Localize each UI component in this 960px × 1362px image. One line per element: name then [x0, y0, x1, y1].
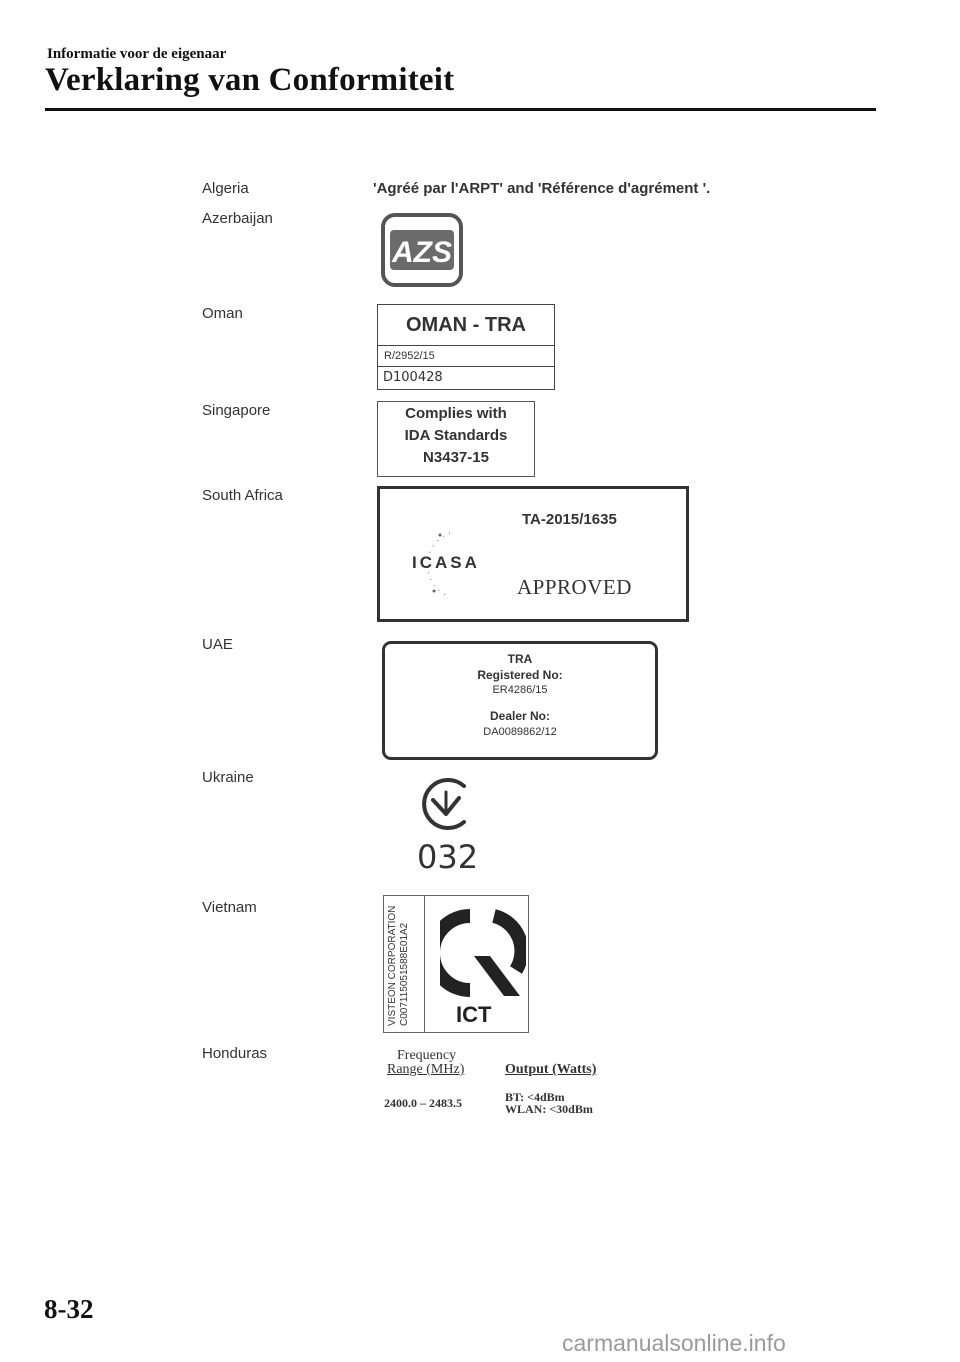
icasa-approval-label — [377, 486, 689, 622]
country-label-azerbaijan: Azerbaijan — [202, 210, 273, 227]
watermark: carmanualsonline.info — [562, 1330, 786, 1356]
icasa-logo-text: ICASA — [412, 553, 480, 572]
country-label-south-africa: South Africa — [202, 487, 283, 504]
icasa-approved: APPROVED — [517, 575, 632, 599]
honduras-frequency-value: 2400.0 – 2483.5 — [384, 1096, 462, 1110]
ukraine-conformity-mark-icon — [418, 776, 474, 832]
country-label-uae: UAE — [202, 636, 233, 653]
country-label-oman: Oman — [202, 305, 243, 322]
country-label-algeria: Algeria — [202, 180, 249, 197]
oman-title: OMAN - TRA — [378, 305, 554, 346]
vietnam-q-logo-icon — [440, 906, 526, 1000]
oman-dealer: D100428 — [383, 370, 443, 385]
vietnam-vertical-text — [387, 906, 411, 1026]
honduras-range-label: Range (MHz) — [387, 1062, 465, 1077]
honduras-wlan-output: WLAN: <30dBm — [505, 1102, 593, 1116]
page-number: 8-32 — [44, 1294, 94, 1324]
uae-registered-label: Registered No: — [477, 668, 563, 682]
country-label-honduras: Honduras — [202, 1045, 268, 1062]
uae-tra-label — [382, 641, 658, 760]
honduras-bt-output: BT: <4dBm — [505, 1090, 565, 1104]
algeria-approval-text: 'Agréé par l'ARPT' and 'Référence d'agrément '. — [373, 180, 711, 197]
country-label-ukraine: Ukraine — [202, 769, 254, 786]
azs-logo — [380, 212, 464, 288]
oman-tra-label — [377, 304, 555, 390]
vietnam-ict-label — [383, 895, 529, 1033]
uae-dealer-number: DA0089862/12 — [483, 726, 557, 738]
uae-registered-number: ER4286/15 — [492, 684, 548, 696]
uae-tra: TRA — [507, 652, 533, 666]
singapore-line2: IDA Standards — [404, 427, 508, 444]
singapore-ida-label — [377, 401, 535, 477]
country-label-vietnam: Vietnam — [202, 899, 257, 916]
ukraine-number: 032 — [417, 838, 479, 876]
azs-logo-text: AZS — [392, 236, 452, 269]
honduras-output-label: Output (Watts) — [505, 1062, 597, 1077]
honduras-frequency-label: Frequency — [397, 1048, 457, 1063]
section-label: Informatie voor de eigenaar — [47, 46, 227, 62]
vietnam-code: C007115051588E01A2 — [399, 922, 410, 1026]
icasa-ta-number: TA-2015/1635 — [522, 511, 617, 528]
singapore-line1: Complies with — [405, 405, 507, 422]
vietnam-corp: VISTEON CORPORATION — [387, 905, 398, 1026]
page-title: Verklaring van Conformiteit — [45, 62, 455, 98]
uae-dealer-label: Dealer No: — [489, 709, 551, 723]
country-label-singapore: Singapore — [202, 402, 271, 419]
header-divider — [45, 108, 876, 111]
oman-registration: R/2952/15 — [378, 346, 554, 367]
vietnam-ict-text: ICT — [456, 1002, 492, 1027]
singapore-line3: N3437-15 — [423, 449, 489, 466]
